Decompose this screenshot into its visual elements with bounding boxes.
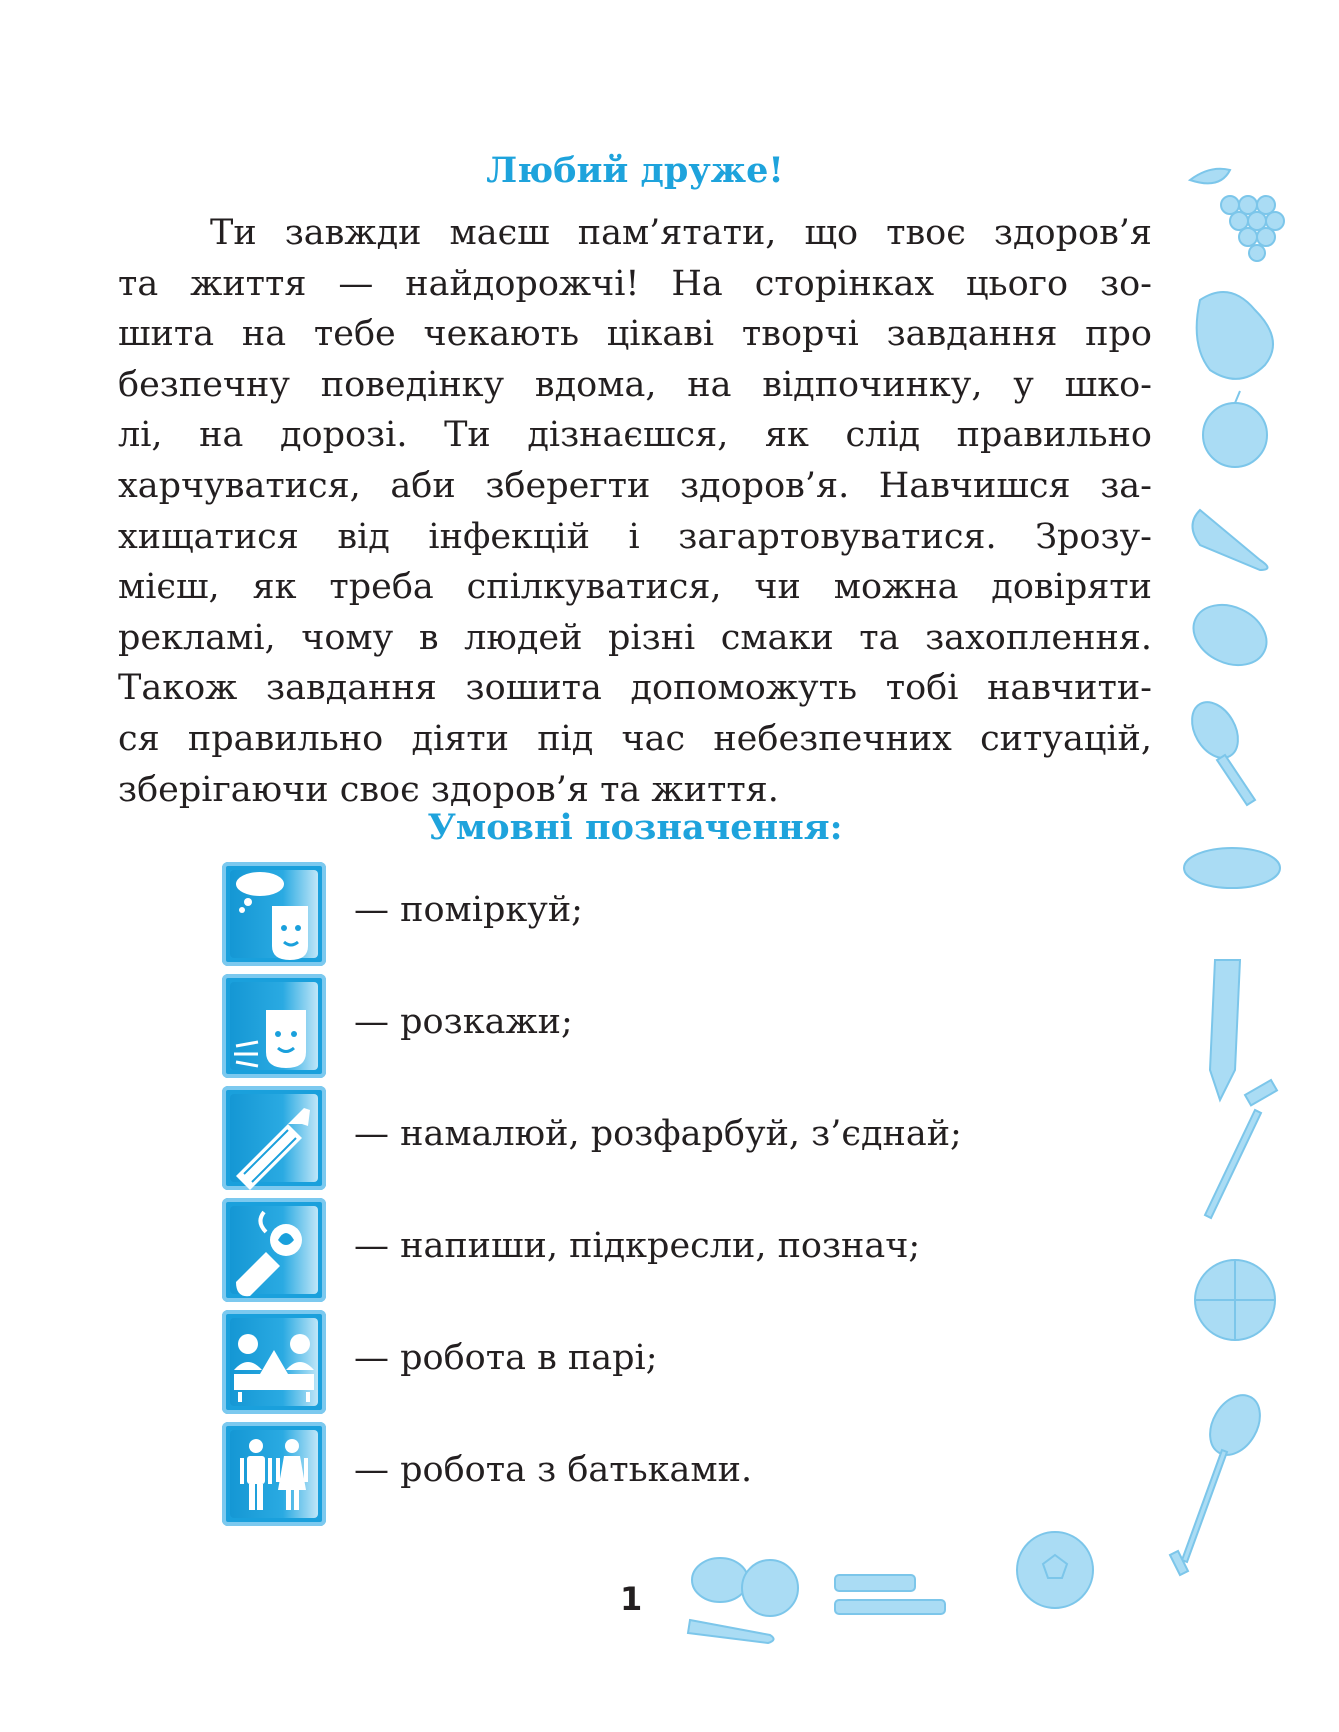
legend-text: — робота з батьками.: [354, 1450, 753, 1490]
legend-item-write: [222, 1198, 1122, 1310]
paragraph-line: рекламі, чому в людей різні смаки та захоплення.: [118, 617, 1152, 658]
pair-work-icon: [222, 1310, 326, 1414]
fruits-icon: [688, 1558, 798, 1643]
pencil-icon: [222, 1086, 326, 1190]
legend-text: — напиши, підкресли, познач;: [354, 1226, 921, 1266]
paragraph-line: ся правильно діяти під час небезпечних ситуацій,: [118, 718, 1152, 759]
paragraph-line: зберігаючи своє здоров’я та життя.: [118, 769, 779, 810]
legend-text: — поміркуй;: [354, 890, 583, 930]
paragraph-line: безпечну поведінку вдома, на відпочинку, у шко-: [118, 364, 1152, 405]
paragraph-line: Також завдання зошита допоможуть тобі навчити-: [118, 668, 1152, 709]
paragraph-line: хищатися від інфекцій і загартовуватися. Зрозу-: [118, 516, 1152, 557]
grapes-icon: [1190, 169, 1284, 261]
legend-item-speak: [222, 974, 1122, 1086]
legend-title: Умовні позначення:: [427, 807, 843, 848]
legend-item-think: [222, 862, 1122, 974]
paragraph-line: та життя — найдорожчі! На сторінках цього зо-: [118, 263, 1152, 304]
legend-text: — робота в парі;: [354, 1338, 658, 1378]
parents-icon: [222, 1422, 326, 1526]
paragraph-line: шита на тебе чекають цікаві творчі завдання про: [118, 314, 1152, 355]
legend-item-draw: [222, 1086, 1122, 1198]
paragraph-line: лі, на дорозі. Ти дізнаєшся, як слід правильно: [118, 415, 1152, 456]
paragraph-line: харчуватися, аби зберегти здоров’я. Навчишся за-: [118, 465, 1152, 506]
legend-list: [222, 862, 1122, 1534]
legend-item-pair: [222, 1310, 1122, 1422]
racket-icon: [1170, 1386, 1270, 1575]
dumbbells-icon: [835, 1575, 945, 1614]
pen-icon: [222, 1198, 326, 1302]
page-number: 1: [620, 1580, 643, 1618]
legend-item-parents: [222, 1422, 1122, 1534]
page-title: Любий друже!: [486, 150, 784, 191]
think-icon: [222, 862, 326, 966]
paragraph-line: мієш, як треба спілкуватися, чи можна довіряти: [118, 567, 1152, 608]
legend-text: — намалюй, розфарбуй, з’єднай;: [354, 1114, 962, 1154]
soap-icon: [1184, 848, 1280, 888]
pear-icon: [1197, 292, 1273, 379]
paragraph-line: Ти завжди маєш пам’ятати, що твоє здоров’я: [210, 213, 1152, 253]
legend-text: — розкажи;: [354, 1002, 573, 1042]
toothbrush-icon: [1205, 1080, 1277, 1218]
lemon-icon: [1184, 594, 1277, 677]
apple-icon: [1203, 391, 1267, 467]
speak-icon: [222, 974, 326, 1078]
carrot-icon: [1193, 510, 1268, 570]
hairbrush-icon: [1183, 694, 1255, 805]
intro-paragraph: [118, 208, 1152, 815]
toothpaste-icon: [1210, 960, 1240, 1100]
basketball-icon: [1195, 1260, 1275, 1340]
football-icon: [1017, 1532, 1093, 1608]
